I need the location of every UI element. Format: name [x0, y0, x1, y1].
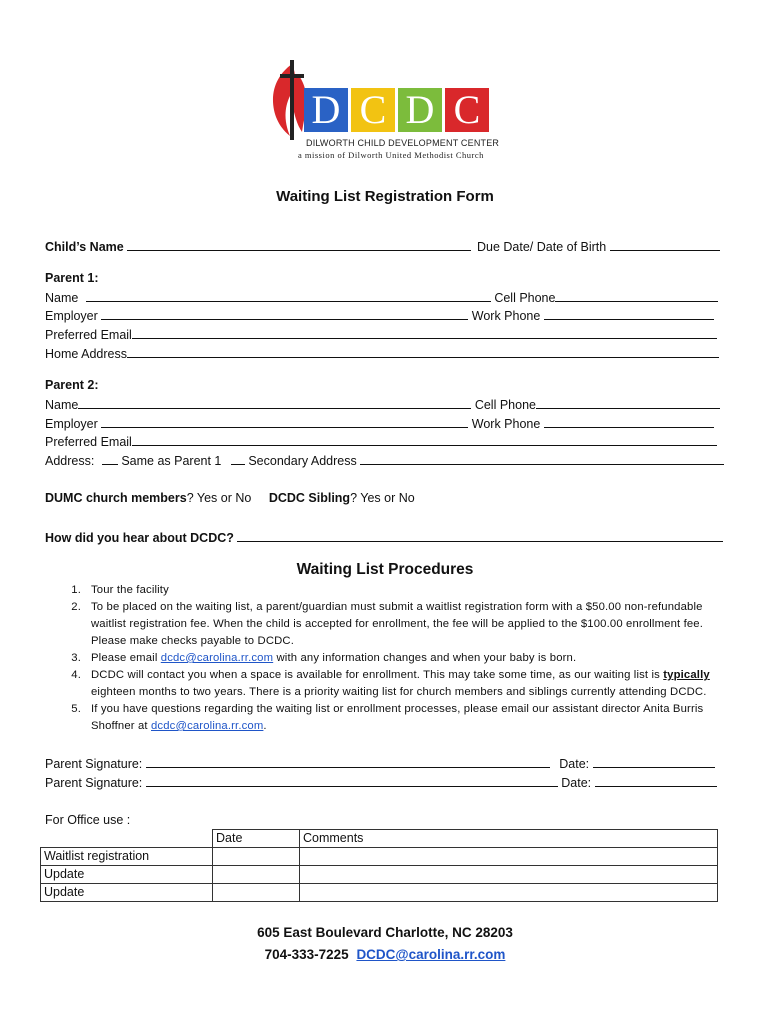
table-row: [41, 866, 718, 884]
procedure-text: [91, 667, 716, 701]
hear-row: [45, 528, 723, 547]
procedure-number: 5.: [71, 703, 81, 715]
parent1-address-row: [45, 344, 719, 363]
sibling-label: DCDC Sibling: [268, 491, 351, 505]
child-name-field[interactable]: [127, 237, 471, 251]
office-use-label: For Office use :: [45, 813, 131, 827]
footer-email-link[interactable]: DCDC@carolina.rr.com: [356, 947, 506, 962]
email-link[interactable]: dcdc@carolina.rr.com: [151, 720, 264, 732]
table-row: [41, 884, 718, 902]
procedure-text-start: DCDC will contact you when a space is available for enrollment. This may take some time, as our waiting list is: [91, 669, 664, 681]
parent2-name-field[interactable]: [78, 395, 471, 409]
dob-row: [477, 237, 720, 256]
footer-address: 605 East Boulevard Charlotte, NC 28203: [257, 925, 513, 940]
secondary-address-blank[interactable]: [231, 451, 245, 465]
members-row: [45, 489, 415, 507]
procedure-text: [91, 701, 716, 735]
parent2-cell-label: Cell Phone: [474, 398, 536, 412]
parent1-name-field[interactable]: [86, 288, 491, 302]
dcdc-logo: [268, 60, 498, 165]
email-link[interactable]: dcdc@carolina.rr.com: [160, 652, 274, 664]
office-use-table: [40, 829, 718, 902]
table-row-label: Update: [41, 884, 213, 902]
procedure-text-end: eighteen months to two years. There is a priority waiting list for church members and siblings currently attending DCDC.: [91, 686, 707, 698]
table-cell[interactable]: [213, 866, 300, 884]
parent1-address-field[interactable]: [127, 344, 719, 358]
parent2-heading: Parent 2:: [45, 378, 99, 392]
signature-row-2: [45, 773, 717, 792]
parent-signature-label: Parent Signature:: [45, 776, 143, 790]
parent1-name-label: Name: [45, 291, 79, 305]
logo-letter-d2: D: [398, 88, 442, 132]
logo-letter-c1: C: [351, 88, 395, 132]
dob-label: Due Date/ Date of Birth: [477, 240, 607, 254]
table-header-cell: [41, 830, 213, 848]
same-as-parent1-blank[interactable]: [102, 451, 118, 465]
table-header-cell: Comments: [300, 830, 718, 848]
secondary-address-field[interactable]: [360, 451, 724, 465]
parent2-name-row: [45, 395, 720, 414]
parent2-employer-row: [45, 414, 714, 433]
logo-tagline: a mission of Dilworth United Methodist Church: [298, 150, 484, 160]
parent2-email-row: [45, 432, 717, 451]
date-label: Date:: [559, 757, 590, 771]
child-name-row: [45, 237, 471, 256]
footer-contact: [0, 947, 770, 962]
logo-letter-c2: C: [445, 88, 489, 132]
hear-label: How did you hear about DCDC?: [45, 531, 234, 545]
parent1-heading: Parent 1:: [45, 271, 99, 285]
same-as-parent1-label: Same as Parent 1: [121, 454, 222, 468]
date-field[interactable]: [593, 754, 715, 768]
secondary-address-label: Secondary Address: [248, 454, 357, 468]
parent1-work-label: Work Phone: [471, 309, 541, 323]
emphasis-typically: typically: [663, 669, 710, 681]
parent2-email-label: Preferred Email: [45, 435, 132, 449]
parent1-cell-label: Cell Phone: [494, 291, 556, 305]
parent1-employer-field[interactable]: [101, 306, 468, 320]
church-members-label: DUMC church members: [45, 491, 187, 505]
table-row: [41, 848, 718, 866]
parent1-email-field[interactable]: [132, 325, 717, 339]
procedures-list: [0, 582, 770, 742]
parent2-email-field[interactable]: [132, 432, 717, 446]
table-cell[interactable]: [213, 848, 300, 866]
church-members-question: ? Yes or No: [186, 491, 252, 505]
parent1-email-label: Preferred Email: [45, 328, 132, 342]
table-row: [41, 830, 718, 848]
parent2-address-label: Address:: [45, 454, 95, 468]
table-row-label: Waitlist registration: [41, 848, 213, 866]
table-cell[interactable]: [300, 884, 718, 902]
parent2-name-label: Name: [45, 398, 79, 412]
parent1-employer-label: Employer: [45, 309, 98, 323]
page-title: Waiting List Registration Form: [276, 188, 494, 205]
procedure-text-start: If you have questions regarding the waiting list or enrollment processes, please email our assistant director Anita Burris Shoffner at: [91, 703, 704, 732]
procedure-text: [91, 650, 716, 667]
parent1-address-label: Home Address: [45, 347, 127, 361]
parent-signature-label: Parent Signature:: [45, 757, 143, 771]
child-name-label: Child’s Name: [45, 240, 124, 254]
parent2-work-field[interactable]: [544, 414, 714, 428]
procedure-text-end: with any information changes and when your baby is born.: [273, 652, 577, 664]
procedure-text: To be placed on the waiting list, a parent/guardian must submit a waitlist registration form with a $50.00 non-refundable waitlist registration fee. When the child is accepted for enrollment, the fee will be applied to the $100.00 enrollment fee. Please make checks payable to DCDC.: [91, 601, 704, 647]
parent2-employer-label: Employer: [45, 417, 98, 431]
procedure-text: Tour the facility: [91, 584, 169, 596]
procedure-text-end: .: [263, 720, 267, 732]
parent1-cell-field[interactable]: [555, 288, 718, 302]
parent1-email-row: [45, 325, 717, 344]
procedure-number: 4.: [71, 669, 81, 681]
logo-letter-d1: D: [304, 88, 348, 132]
dob-field[interactable]: [610, 237, 720, 251]
procedure-number: 1.: [71, 584, 81, 596]
date-field[interactable]: [595, 773, 717, 787]
table-header-cell: Date: [213, 830, 300, 848]
logo-name: DILWORTH CHILD DEVELOPMENT CENTER: [306, 138, 500, 148]
procedure-number: 2.: [71, 601, 81, 613]
parent2-work-label: Work Phone: [471, 417, 541, 431]
procedures-title: Waiting List Procedures: [296, 561, 474, 578]
table-cell[interactable]: [300, 848, 718, 866]
date-label: Date:: [561, 776, 592, 790]
parent-signature-field[interactable]: [146, 773, 558, 787]
parent2-employer-field[interactable]: [101, 414, 468, 428]
hear-field[interactable]: [237, 528, 723, 542]
procedure-number: 3.: [71, 652, 81, 664]
procedure-text-start: Please email: [91, 652, 161, 664]
parent1-employer-row: [45, 306, 714, 325]
parent1-name-row: [45, 288, 718, 307]
table-cell[interactable]: [213, 884, 300, 902]
table-row-label: Update: [41, 866, 213, 884]
parent-signature-field[interactable]: [146, 754, 550, 768]
sibling-question: ? Yes or No: [350, 491, 415, 505]
parent1-work-field[interactable]: [544, 306, 714, 320]
table-cell[interactable]: [300, 866, 718, 884]
footer-phone: 704-333-7225: [264, 947, 349, 962]
signature-row-1: [45, 754, 715, 773]
parent2-address-row: [45, 451, 724, 470]
parent2-cell-field[interactable]: [536, 395, 720, 409]
